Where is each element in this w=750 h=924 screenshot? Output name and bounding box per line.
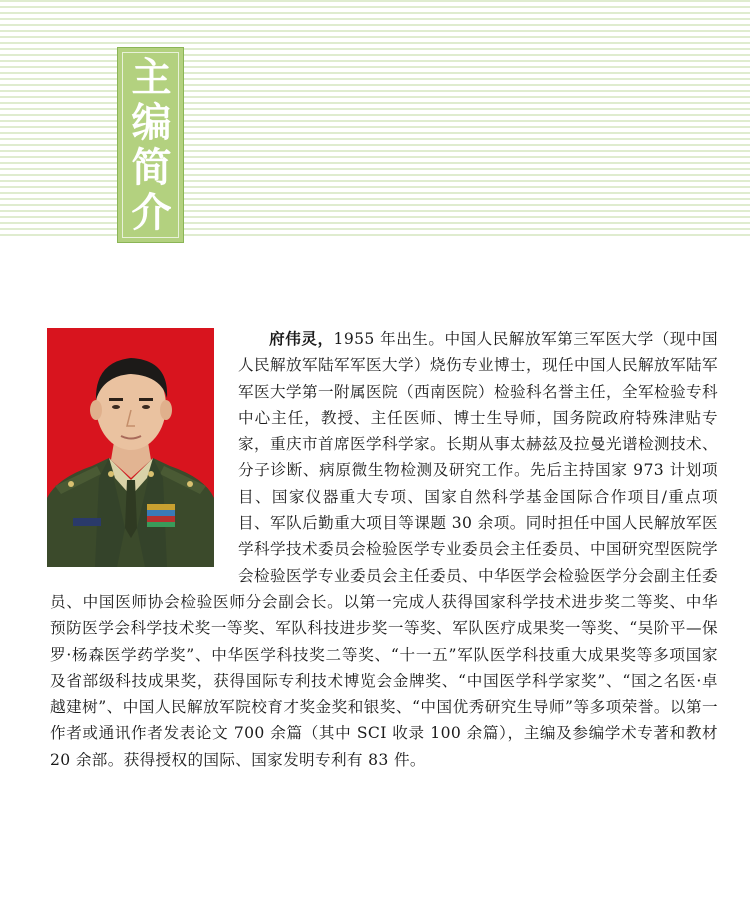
section-title-tab [117, 47, 184, 243]
title-char-3: 简 [131, 145, 172, 191]
section-title [118, 56, 185, 236]
bio-paragraph [50, 326, 718, 773]
photo-spacer [50, 326, 238, 574]
title-char-4: 介 [131, 190, 172, 236]
header-stripe-band [0, 0, 750, 240]
bio-name: 府伟灵， [269, 329, 334, 348]
title-char-1: 主 [131, 55, 172, 101]
title-char-2: 编 [131, 100, 172, 146]
bio-text: 1955 年出生。中国人民解放军第三军医大学（现中国人民解放军陆军军医大学）烧伤专业博士，现任中国人民解放军陆军军医大学第一附属医院（西南医院）检验科名誉主任，全军检验专科中心主任，教授、主任医师、博士生导师，国务院政府特殊津贴专家，重庆市首席医学科学家。长期从事太赫兹及拉曼光谱检测技术、分子诊断、病原微生物检测及研究工作。先后主持国家 973 计划项目、国家仪器重大专项、国家自然科学基金国际合作项目/重点项目、军队后勤重大项目等课题 30 余项。同时担任中国人民解放军医学科学技术委员会检验医学专业委员会主任委员、中国研究型医院学会检验医学专业委员会主任委员、中华医学会检验医学分会副主任委员、中国医师协会检验医师分会副会长。以第一完成人获得国家科学技术进步奖二等奖、中华预防医学会科学技术奖一等奖、军队科技进步奖一等奖、军队医疗成果奖一等奖、“吴阶平—保罗·杨森医学药学奖”、中华医学科技奖二等奖、“十一五”军队医学科技重大成果奖等多项国家及省部级科技成果奖，获得国际专利技术博览会金牌奖、“中国医学科学家奖”、“国之名医·卓越建树”、中国人民解放军院校育才奖金奖和银奖、“中国优秀研究生导师”等多项荣誉。以第一作者或通讯作者发表论文 700 余篇（其中 SCI 收录 100 余篇），主编及参编学术专著和教材 20 余部。获得授权的国际、国家发明专利有 83 件。 [50, 330, 718, 769]
